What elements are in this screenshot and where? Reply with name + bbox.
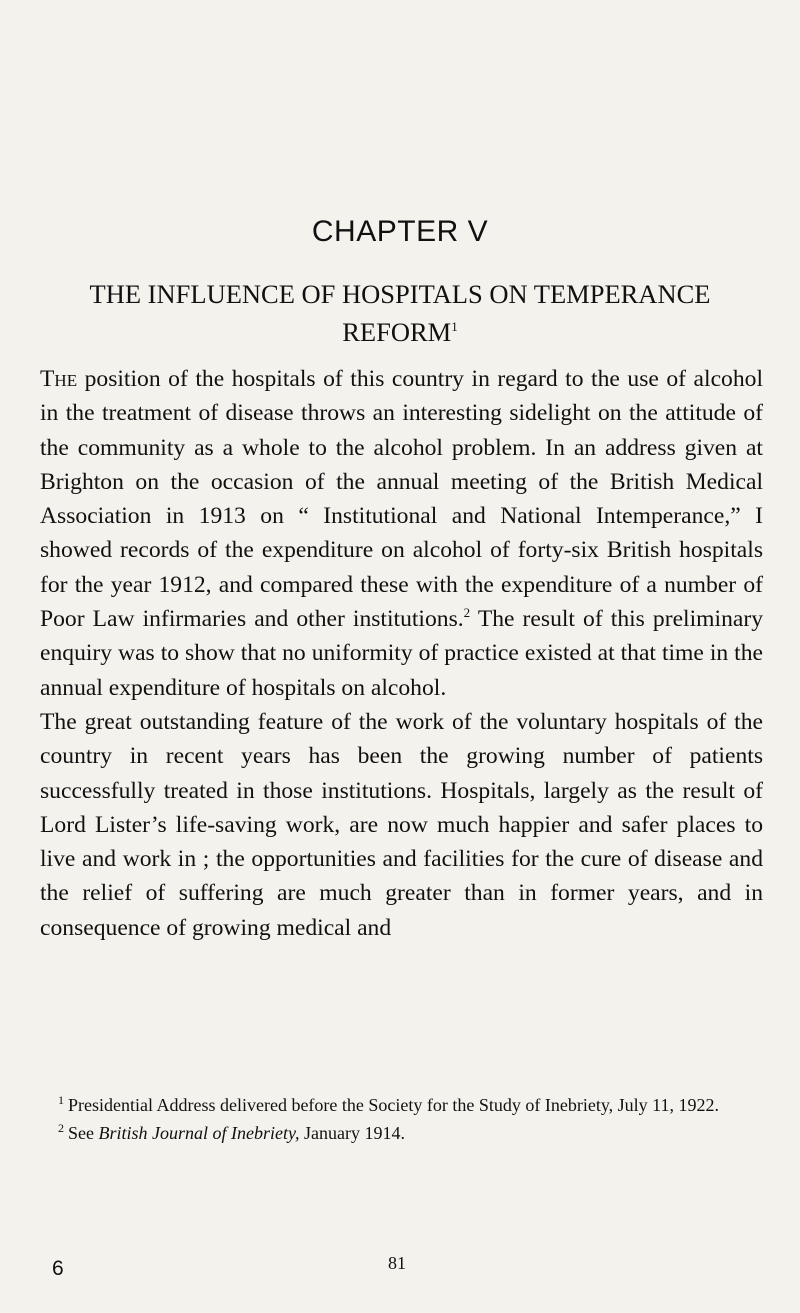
footnote-1 bbox=[40, 1092, 763, 1120]
footnote-1-mark: 1 bbox=[58, 1093, 64, 1107]
paragraph-1-text-b: The result of this preliminary enquiry was to show that no uniformity of practice existed at that time in the annual expenditure of hospitals on alcohol. bbox=[40, 606, 763, 701]
chapter-title bbox=[40, 275, 760, 351]
footnote-1-text: Presidential Address delivered before the Society for the Study of Inebriety, July 11, 1922. bbox=[68, 1095, 720, 1115]
title-footnote-mark: 1 bbox=[451, 319, 458, 335]
paragraph-1-text-a: position of the hospitals of this country in regard to the use of alcohol in the treatment of disease throws an interesting sidelight on the attitude of the community as a whole to the alcohol problem. In an address given at Brighton on the occasion of the annual meeting of the British Medical Association in 1913 on “ Institutional and National Intemperance,” I showed records of the expenditure on alcohol of forty-six British hospitals for the year 1912, and compared these with the expenditure of a number of Poor Law infirmaries and other institutions. bbox=[40, 366, 763, 633]
footnote-2-mark: 2 bbox=[58, 1120, 64, 1135]
footnotes bbox=[40, 1092, 763, 1147]
paragraph-1 bbox=[40, 362, 763, 705]
footnote-2 bbox=[40, 1120, 763, 1148]
footnote-2-post: January 1914. bbox=[299, 1122, 405, 1143]
chapter-title-text: THE INFLUENCE OF HOSPITALS ON TEMPERANCE REFORM bbox=[89, 279, 711, 347]
footnote-2-journal-title: British Journal of Inebriety, bbox=[98, 1122, 300, 1143]
footnote-2-pre: See bbox=[68, 1122, 99, 1143]
paragraph-lead-word: The bbox=[40, 366, 78, 392]
chapter-heading: CHAPTER V bbox=[311, 215, 489, 248]
page-number: 81 bbox=[388, 1253, 406, 1273]
paragraph-1-footnote-mark: 2 bbox=[463, 605, 471, 621]
signature-mark: 6 bbox=[52, 1257, 64, 1280]
paragraph-2: The great outstanding feature of the work of the voluntary hospitals of the country in recent years has been the growing number of patients successfully treated in those institutions. Hospitals, largely as the result of Lord Lister’s life-saving work, are now much happier and safer places to live and work in ; the opportunities and facilities for the cure of disease and the relief of suffering are much greater than in former years, and in consequence of growing medical and bbox=[40, 708, 763, 941]
body-text bbox=[40, 362, 763, 945]
